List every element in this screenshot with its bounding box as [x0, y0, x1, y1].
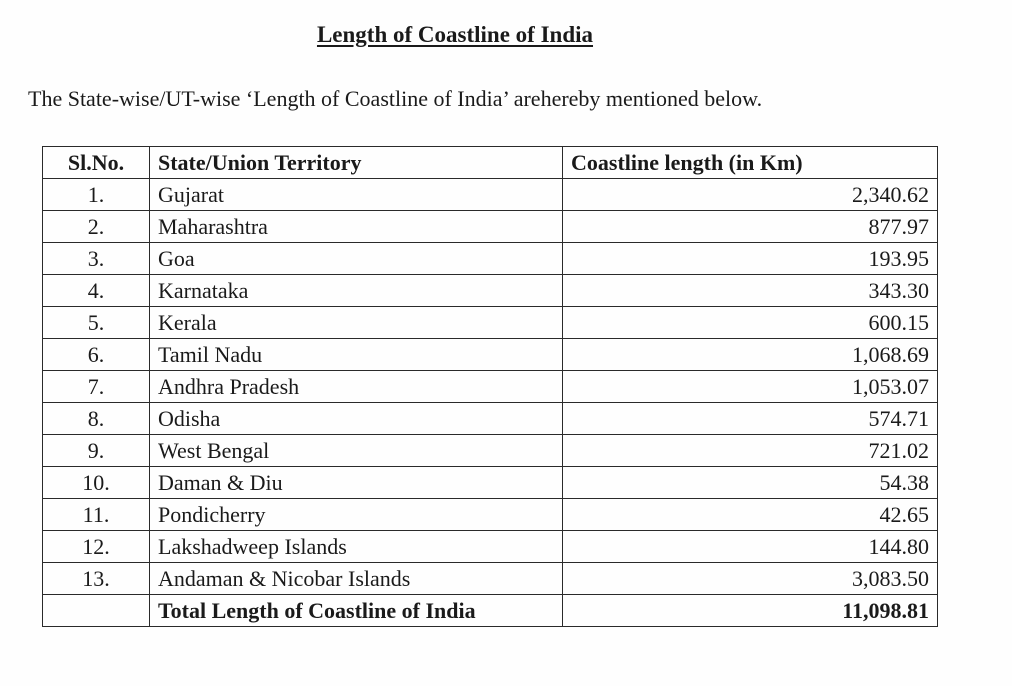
table-row: [43, 371, 938, 403]
table-row: [43, 531, 938, 563]
table-row: [43, 211, 938, 243]
total-value: 11,098.81: [563, 595, 938, 627]
row-state: Kerala: [150, 307, 563, 339]
row-length: 3,083.50: [563, 563, 938, 595]
row-length: 54.38: [563, 467, 938, 499]
row-sl-no: 3.: [43, 243, 150, 275]
table-header-row: [43, 147, 938, 179]
row-length: 193.95: [563, 243, 938, 275]
coastline-table: [42, 146, 938, 627]
row-length: 1,068.69: [563, 339, 938, 371]
row-sl-no: 4.: [43, 275, 150, 307]
row-state: Lakshadweep Islands: [150, 531, 563, 563]
row-state: Andhra Pradesh: [150, 371, 563, 403]
row-state: Karnataka: [150, 275, 563, 307]
row-sl-no: 11.: [43, 499, 150, 531]
row-sl-no: 5.: [43, 307, 150, 339]
row-state: Tamil Nadu: [150, 339, 563, 371]
row-sl-no: 9.: [43, 435, 150, 467]
row-length: 42.65: [563, 499, 938, 531]
intro-text: The State-wise/UT-wise ‘Length of Coastline of India’ arehereby mentioned below.: [28, 86, 763, 111]
row-state: West Bengal: [150, 435, 563, 467]
row-length: 343.30: [563, 275, 938, 307]
table-row: [43, 403, 938, 435]
row-state: Daman & Diu: [150, 467, 563, 499]
row-state: Maharashtra: [150, 211, 563, 243]
total-row: [43, 595, 938, 627]
total-sl-empty: [43, 595, 150, 627]
row-length: 2,340.62: [563, 179, 938, 211]
row-length: 574.71: [563, 403, 938, 435]
header-length: Coastline length (in Km): [563, 147, 938, 179]
row-length: 1,053.07: [563, 371, 938, 403]
row-length: 600.15: [563, 307, 938, 339]
table-row: [43, 243, 938, 275]
table-row: [43, 499, 938, 531]
header-state: State/Union Territory: [150, 147, 563, 179]
row-state: Pondicherry: [150, 499, 563, 531]
row-sl-no: 12.: [43, 531, 150, 563]
table-row: [43, 435, 938, 467]
row-state: Goa: [150, 243, 563, 275]
row-sl-no: 8.: [43, 403, 150, 435]
row-state: Gujarat: [150, 179, 563, 211]
row-sl-no: 6.: [43, 339, 150, 371]
row-sl-no: 13.: [43, 563, 150, 595]
row-sl-no: 10.: [43, 467, 150, 499]
row-state: Andaman & Nicobar Islands: [150, 563, 563, 595]
row-state: Odisha: [150, 403, 563, 435]
table-row: [43, 563, 938, 595]
table-row: [43, 307, 938, 339]
table-row: [43, 339, 938, 371]
table-row: [43, 179, 938, 211]
row-length: 877.97: [563, 211, 938, 243]
header-sl-no: Sl.No.: [43, 147, 150, 179]
total-label: Total Length of Coastline of India: [150, 595, 563, 627]
table-row: [43, 275, 938, 307]
row-length: 144.80: [563, 531, 938, 563]
row-sl-no: 7.: [43, 371, 150, 403]
row-sl-no: 2.: [43, 211, 150, 243]
document-title: Length of Coastline of India: [316, 22, 594, 47]
row-length: 721.02: [563, 435, 938, 467]
row-sl-no: 1.: [43, 179, 150, 211]
table-row: [43, 467, 938, 499]
